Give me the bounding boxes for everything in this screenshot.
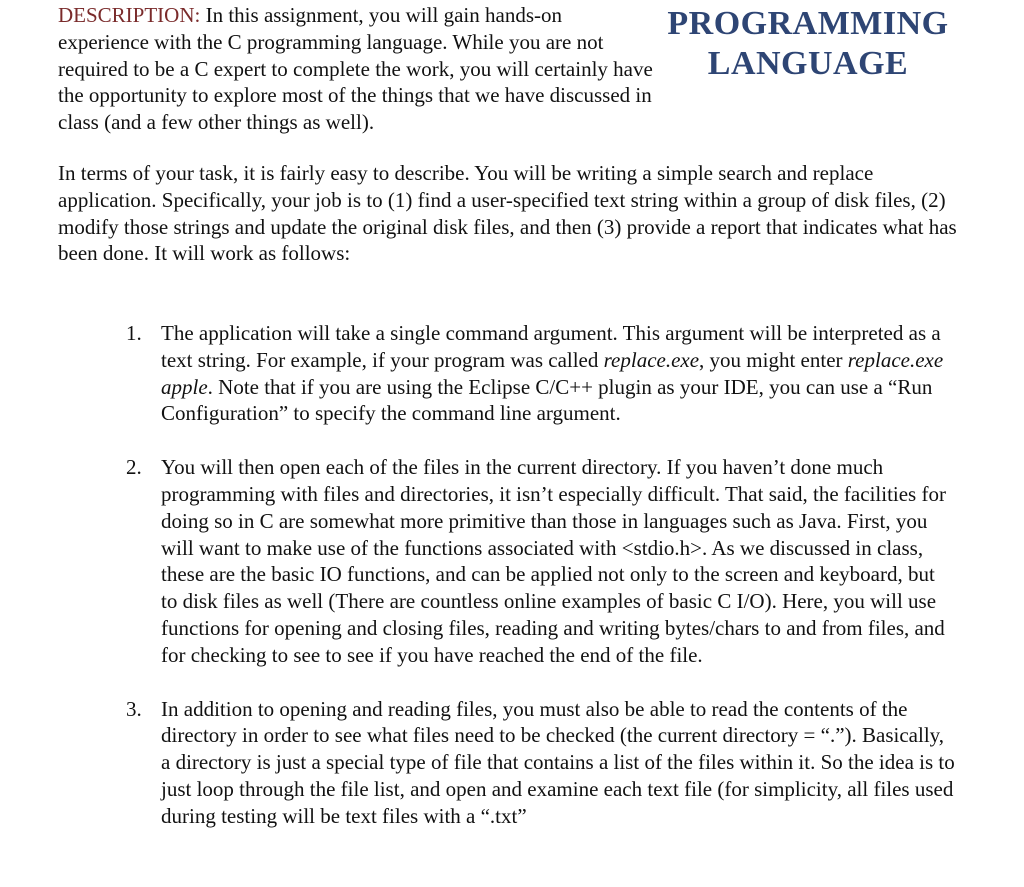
step-text-part: The application will take a single command argument. This argument will be interpreted as a text string. For example, if your program was called: [161, 321, 941, 372]
step-text: In addition to opening and reading files, you must also be able to read the contents of the directory in order to see what files need to be checked (the current directory = “.”). Basically, a directory is just a special type of file that contains a list of the files within it. So the idea is to just loop through the file list, and open and examine each text file (for simplicity, all files used during testing will be text files with a “.txt”: [161, 696, 955, 828]
step-number: 2.: [126, 455, 142, 480]
description-paragraph: [58, 2, 658, 136]
title-line-2: LANGUAGE: [707, 45, 909, 82]
step-number: 1.: [126, 321, 142, 345]
list-item: [0, 454, 1024, 668]
description-text: In this assignment, you will gain hands-on experience with the C programming language. While you are not required to be a C expert to complete the work, you will certainly have the opportunity to explore most of the things that we have discussed in class (and a few other things as well).: [58, 3, 653, 135]
task-paragraph: In terms of your task, it is fairly easy to describe. You will be writing a simple search and replace application. Specifically, your job is to (1) find a user-specified text string within a group of disk files, (2) modify those strings and update the original disk files, and then (3) provide a report that indicates what has been done. It will work as follows:: [58, 161, 957, 266]
title-line-1: PROGRAMMING: [667, 5, 949, 42]
step-filename: replace.exe: [603, 347, 700, 372]
step-command: replace.exe apple: [161, 347, 944, 399]
steps-list: [0, 320, 1024, 857]
list-item: [0, 696, 1024, 830]
description-label: DESCRIPTION:: [58, 3, 201, 27]
step-text: You will then open each of the files in the current directory. If you haven’t done much programming with files and directories, it isn’t especially difficult. That said, the facilities for doing so in C are somewhat more primitive than those in languages such as Java. First, you will want to make use of the functions associated with <stdio.h>. As we discussed in class, these are the basic IO functions, and can be applied not only to the screen and keyboard, but to disk files as well (There are countless online examples of basic C I/O). Here, you will use functions for opening and closing files, reading and writing bytes/chars to and from files, and for checking to see to see if you have reached the end of the file.: [161, 455, 946, 667]
page-title: [640, 4, 976, 84]
step-number: 3.: [126, 696, 142, 721]
step-text: [161, 320, 956, 427]
step-text-part: , you might enter: [699, 347, 848, 372]
list-item: [0, 320, 1024, 427]
step-text-part: . Note that if you are using the Eclipse C/C++ plugin as your IDE, you can use a “Run Configuration” to specify the command line argument.: [161, 374, 933, 426]
